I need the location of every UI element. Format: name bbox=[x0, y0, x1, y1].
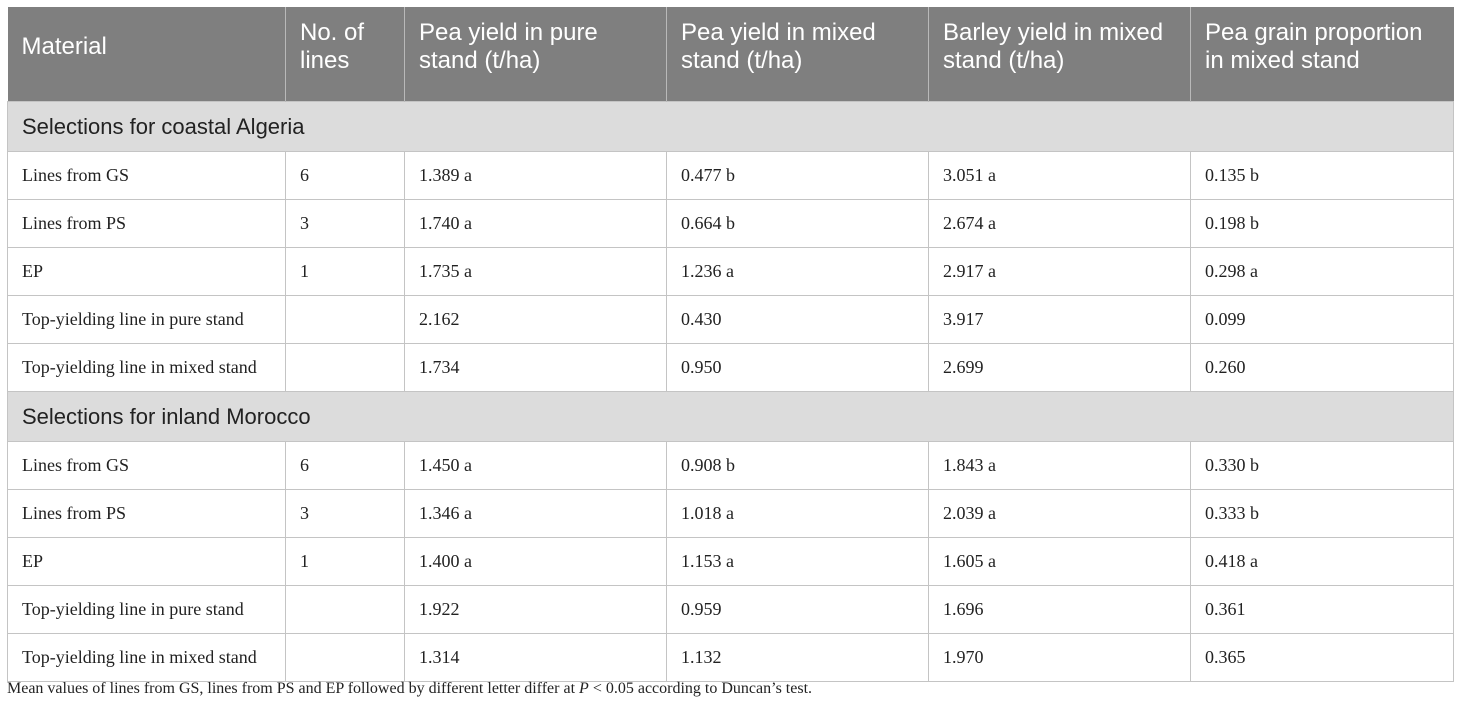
cell-barley-yield-mixed: 3.051 a bbox=[929, 152, 1191, 200]
cell-no-of-lines: 6 bbox=[286, 442, 405, 490]
cell-material: Top-yielding line in mixed stand bbox=[8, 344, 286, 392]
section-row bbox=[8, 102, 1454, 152]
cell-pea-yield-mixed: 0.908 b bbox=[667, 442, 929, 490]
cell-no-of-lines: 3 bbox=[286, 200, 405, 248]
cell-pea-grain-proportion: 0.135 b bbox=[1191, 152, 1454, 200]
cell-barley-yield-mixed: 2.039 a bbox=[929, 490, 1191, 538]
cell-pea-grain-proportion: 0.365 bbox=[1191, 634, 1454, 682]
cell-pea-grain-proportion: 0.361 bbox=[1191, 586, 1454, 634]
cell-pea-yield-mixed: 0.950 bbox=[667, 344, 929, 392]
cell-material: Top-yielding line in pure stand bbox=[8, 296, 286, 344]
cell-pea-grain-proportion: 0.260 bbox=[1191, 344, 1454, 392]
cell-pea-yield-pure: 1.346 a bbox=[405, 490, 667, 538]
table-footnote bbox=[7, 680, 812, 698]
table-body bbox=[8, 102, 1454, 682]
header-material: Material bbox=[8, 7, 286, 102]
cell-pea-yield-mixed: 1.018 a bbox=[667, 490, 929, 538]
cell-material: Lines from PS bbox=[8, 200, 286, 248]
cell-barley-yield-mixed: 2.699 bbox=[929, 344, 1191, 392]
table-row bbox=[8, 200, 1454, 248]
cell-material: Lines from PS bbox=[8, 490, 286, 538]
cell-barley-yield-mixed: 1.696 bbox=[929, 586, 1191, 634]
header-no-of-lines: No. of lines bbox=[286, 7, 405, 102]
header-barley-yield-mixed: Barley yield in mixed stand (t/ha) bbox=[929, 7, 1191, 102]
table-row bbox=[8, 296, 1454, 344]
cell-material: Lines from GS bbox=[8, 152, 286, 200]
cell-pea-grain-proportion: 0.333 b bbox=[1191, 490, 1454, 538]
header-pea-grain-proportion: Pea grain proportion in mixed stand bbox=[1191, 7, 1454, 102]
cell-no-of-lines: 1 bbox=[286, 248, 405, 296]
table-row bbox=[8, 538, 1454, 586]
table-row bbox=[8, 152, 1454, 200]
cell-no-of-lines bbox=[286, 296, 405, 344]
section-row bbox=[8, 392, 1454, 442]
cell-pea-yield-mixed: 0.664 b bbox=[667, 200, 929, 248]
cell-pea-yield-pure: 2.162 bbox=[405, 296, 667, 344]
cell-pea-grain-proportion: 0.330 b bbox=[1191, 442, 1454, 490]
table-row bbox=[8, 248, 1454, 296]
cell-no-of-lines bbox=[286, 586, 405, 634]
footnote-text-after: < 0.05 according to Duncan’s test. bbox=[588, 680, 813, 697]
cell-no-of-lines: 6 bbox=[286, 152, 405, 200]
cell-barley-yield-mixed: 2.674 a bbox=[929, 200, 1191, 248]
cell-no-of-lines: 1 bbox=[286, 538, 405, 586]
section-title: Selections for inland Morocco bbox=[8, 392, 1454, 442]
cell-pea-yield-pure: 1.734 bbox=[405, 344, 667, 392]
cell-material: Lines from GS bbox=[8, 442, 286, 490]
cell-material: Top-yielding line in mixed stand bbox=[8, 634, 286, 682]
results-table bbox=[7, 7, 1454, 682]
results-table-container bbox=[7, 7, 1453, 682]
footnote-p-italic: P bbox=[579, 680, 589, 697]
cell-pea-grain-proportion: 0.298 a bbox=[1191, 248, 1454, 296]
table-row bbox=[8, 344, 1454, 392]
header-pea-yield-mixed: Pea yield in mixed stand (t/ha) bbox=[667, 7, 929, 102]
cell-barley-yield-mixed: 1.970 bbox=[929, 634, 1191, 682]
cell-barley-yield-mixed: 2.917 a bbox=[929, 248, 1191, 296]
table-row bbox=[8, 490, 1454, 538]
cell-pea-yield-pure: 1.922 bbox=[405, 586, 667, 634]
cell-pea-yield-mixed: 0.477 b bbox=[667, 152, 929, 200]
table-row bbox=[8, 634, 1454, 682]
footnote-text-before: Mean values of lines from GS, lines from PS and EP followed by different letter differ at bbox=[7, 680, 580, 697]
cell-pea-yield-mixed: 1.236 a bbox=[667, 248, 929, 296]
section-title: Selections for coastal Algeria bbox=[8, 102, 1454, 152]
table-row bbox=[8, 442, 1454, 490]
cell-material: EP bbox=[8, 538, 286, 586]
cell-no-of-lines: 3 bbox=[286, 490, 405, 538]
header-pea-yield-pure: Pea yield in pure stand (t/ha) bbox=[405, 7, 667, 102]
cell-pea-yield-mixed: 0.959 bbox=[667, 586, 929, 634]
cell-barley-yield-mixed: 3.917 bbox=[929, 296, 1191, 344]
cell-barley-yield-mixed: 1.605 a bbox=[929, 538, 1191, 586]
cell-pea-yield-pure: 1.450 a bbox=[405, 442, 667, 490]
cell-pea-yield-pure: 1.735 a bbox=[405, 248, 667, 296]
cell-material: EP bbox=[8, 248, 286, 296]
cell-pea-yield-pure: 1.314 bbox=[405, 634, 667, 682]
cell-pea-yield-pure: 1.389 a bbox=[405, 152, 667, 200]
cell-pea-yield-mixed: 1.132 bbox=[667, 634, 929, 682]
cell-pea-yield-mixed: 0.430 bbox=[667, 296, 929, 344]
header-row bbox=[8, 7, 1454, 102]
cell-no-of-lines bbox=[286, 344, 405, 392]
table-row bbox=[8, 586, 1454, 634]
cell-no-of-lines bbox=[286, 634, 405, 682]
cell-pea-yield-pure: 1.400 a bbox=[405, 538, 667, 586]
cell-pea-grain-proportion: 0.198 b bbox=[1191, 200, 1454, 248]
cell-pea-grain-proportion: 0.418 a bbox=[1191, 538, 1454, 586]
cell-pea-yield-pure: 1.740 a bbox=[405, 200, 667, 248]
cell-pea-grain-proportion: 0.099 bbox=[1191, 296, 1454, 344]
cell-material: Top-yielding line in pure stand bbox=[8, 586, 286, 634]
cell-barley-yield-mixed: 1.843 a bbox=[929, 442, 1191, 490]
cell-pea-yield-mixed: 1.153 a bbox=[667, 538, 929, 586]
